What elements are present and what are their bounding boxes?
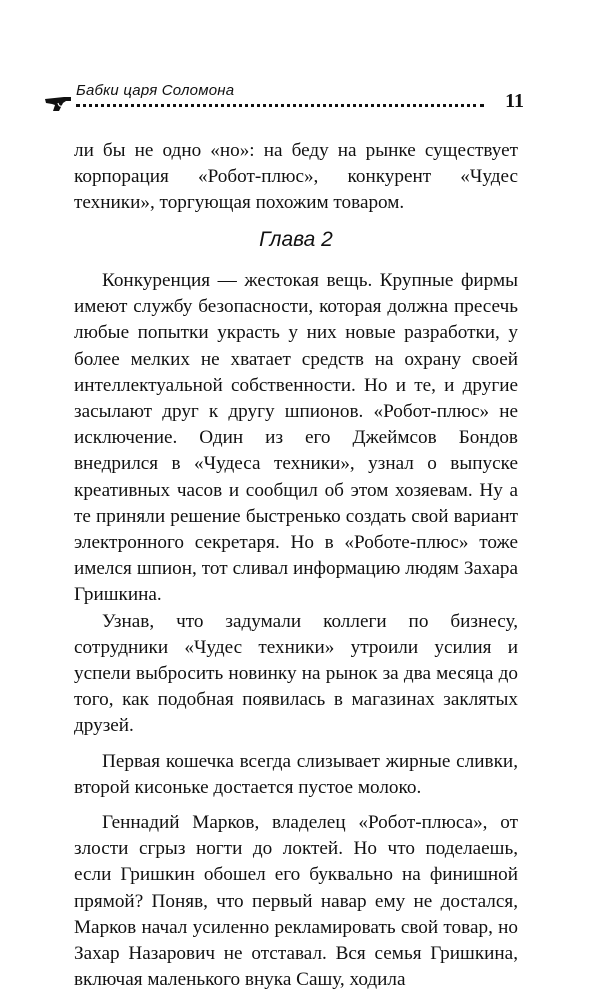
- chapter-heading: Глава 2: [259, 228, 333, 251]
- continued-paragraph-block: [74, 138, 518, 217]
- paragraph: Первая кошечка всегда слизывает жирные сливки, второй кисоньке достается пустое молоко.: [74, 750, 518, 798]
- revolver-icon: [44, 94, 74, 112]
- page-number: 11: [505, 90, 524, 112]
- paragraph: Геннадий Марков, владелец «Робот-плюса», от злости сгрыз ногти до локтей. Но что поделаешь, если Гришкин обошел его буквально на финишной прямой? Поняв, что первый навар ему не достался, Марков начал усиленно рекламировать свой товар, но Захар Назарович не отставал. Вся семья Гришкина, включая маленького внука Сашу, ходила: [74, 812, 518, 991]
- chapter-body: [74, 268, 518, 993]
- book-title: Бабки царя Соломона: [76, 82, 235, 99]
- paragraph: Узнав, что задумали коллеги по бизнесу, сотрудники «Чудес техники» утроили усилия и успели выбросить новинку на рынок за два месяца до того, как подобная появилась в магазинах заклятых друзей.: [74, 610, 518, 737]
- continued-paragraph: ли бы не одно «но»: на беду на рынке существует корпорация «Робот-плюс», конкурент «Чудес техники», торгующая похожим товаром.: [74, 140, 518, 214]
- paragraph: Конкуренция — жестокая вещь. Крупные фирмы имеют службу безопасности, которая должна пресечь любые попытки украсть у них новые разработки, у более мелких не хватает средств на охрану своей интеллектуальной собственности. Но и те, и другие засылают друг к другу шпионов. «Робот-плюс» не исключение. Один из его Джеймсов Бондов внедрился в «Чудеса техники», узнал о выпуске креативных часов и сообщил об этом хозяевам. Ну а те приняли решение быстренько создать свой вариант электронного секретаря. Но в «Роботе-плюс» тоже имелся шпион, тот сливал информацию людям Захара Гришкина.: [74, 270, 518, 606]
- dot-leader: [76, 104, 484, 107]
- running-head: [44, 84, 524, 116]
